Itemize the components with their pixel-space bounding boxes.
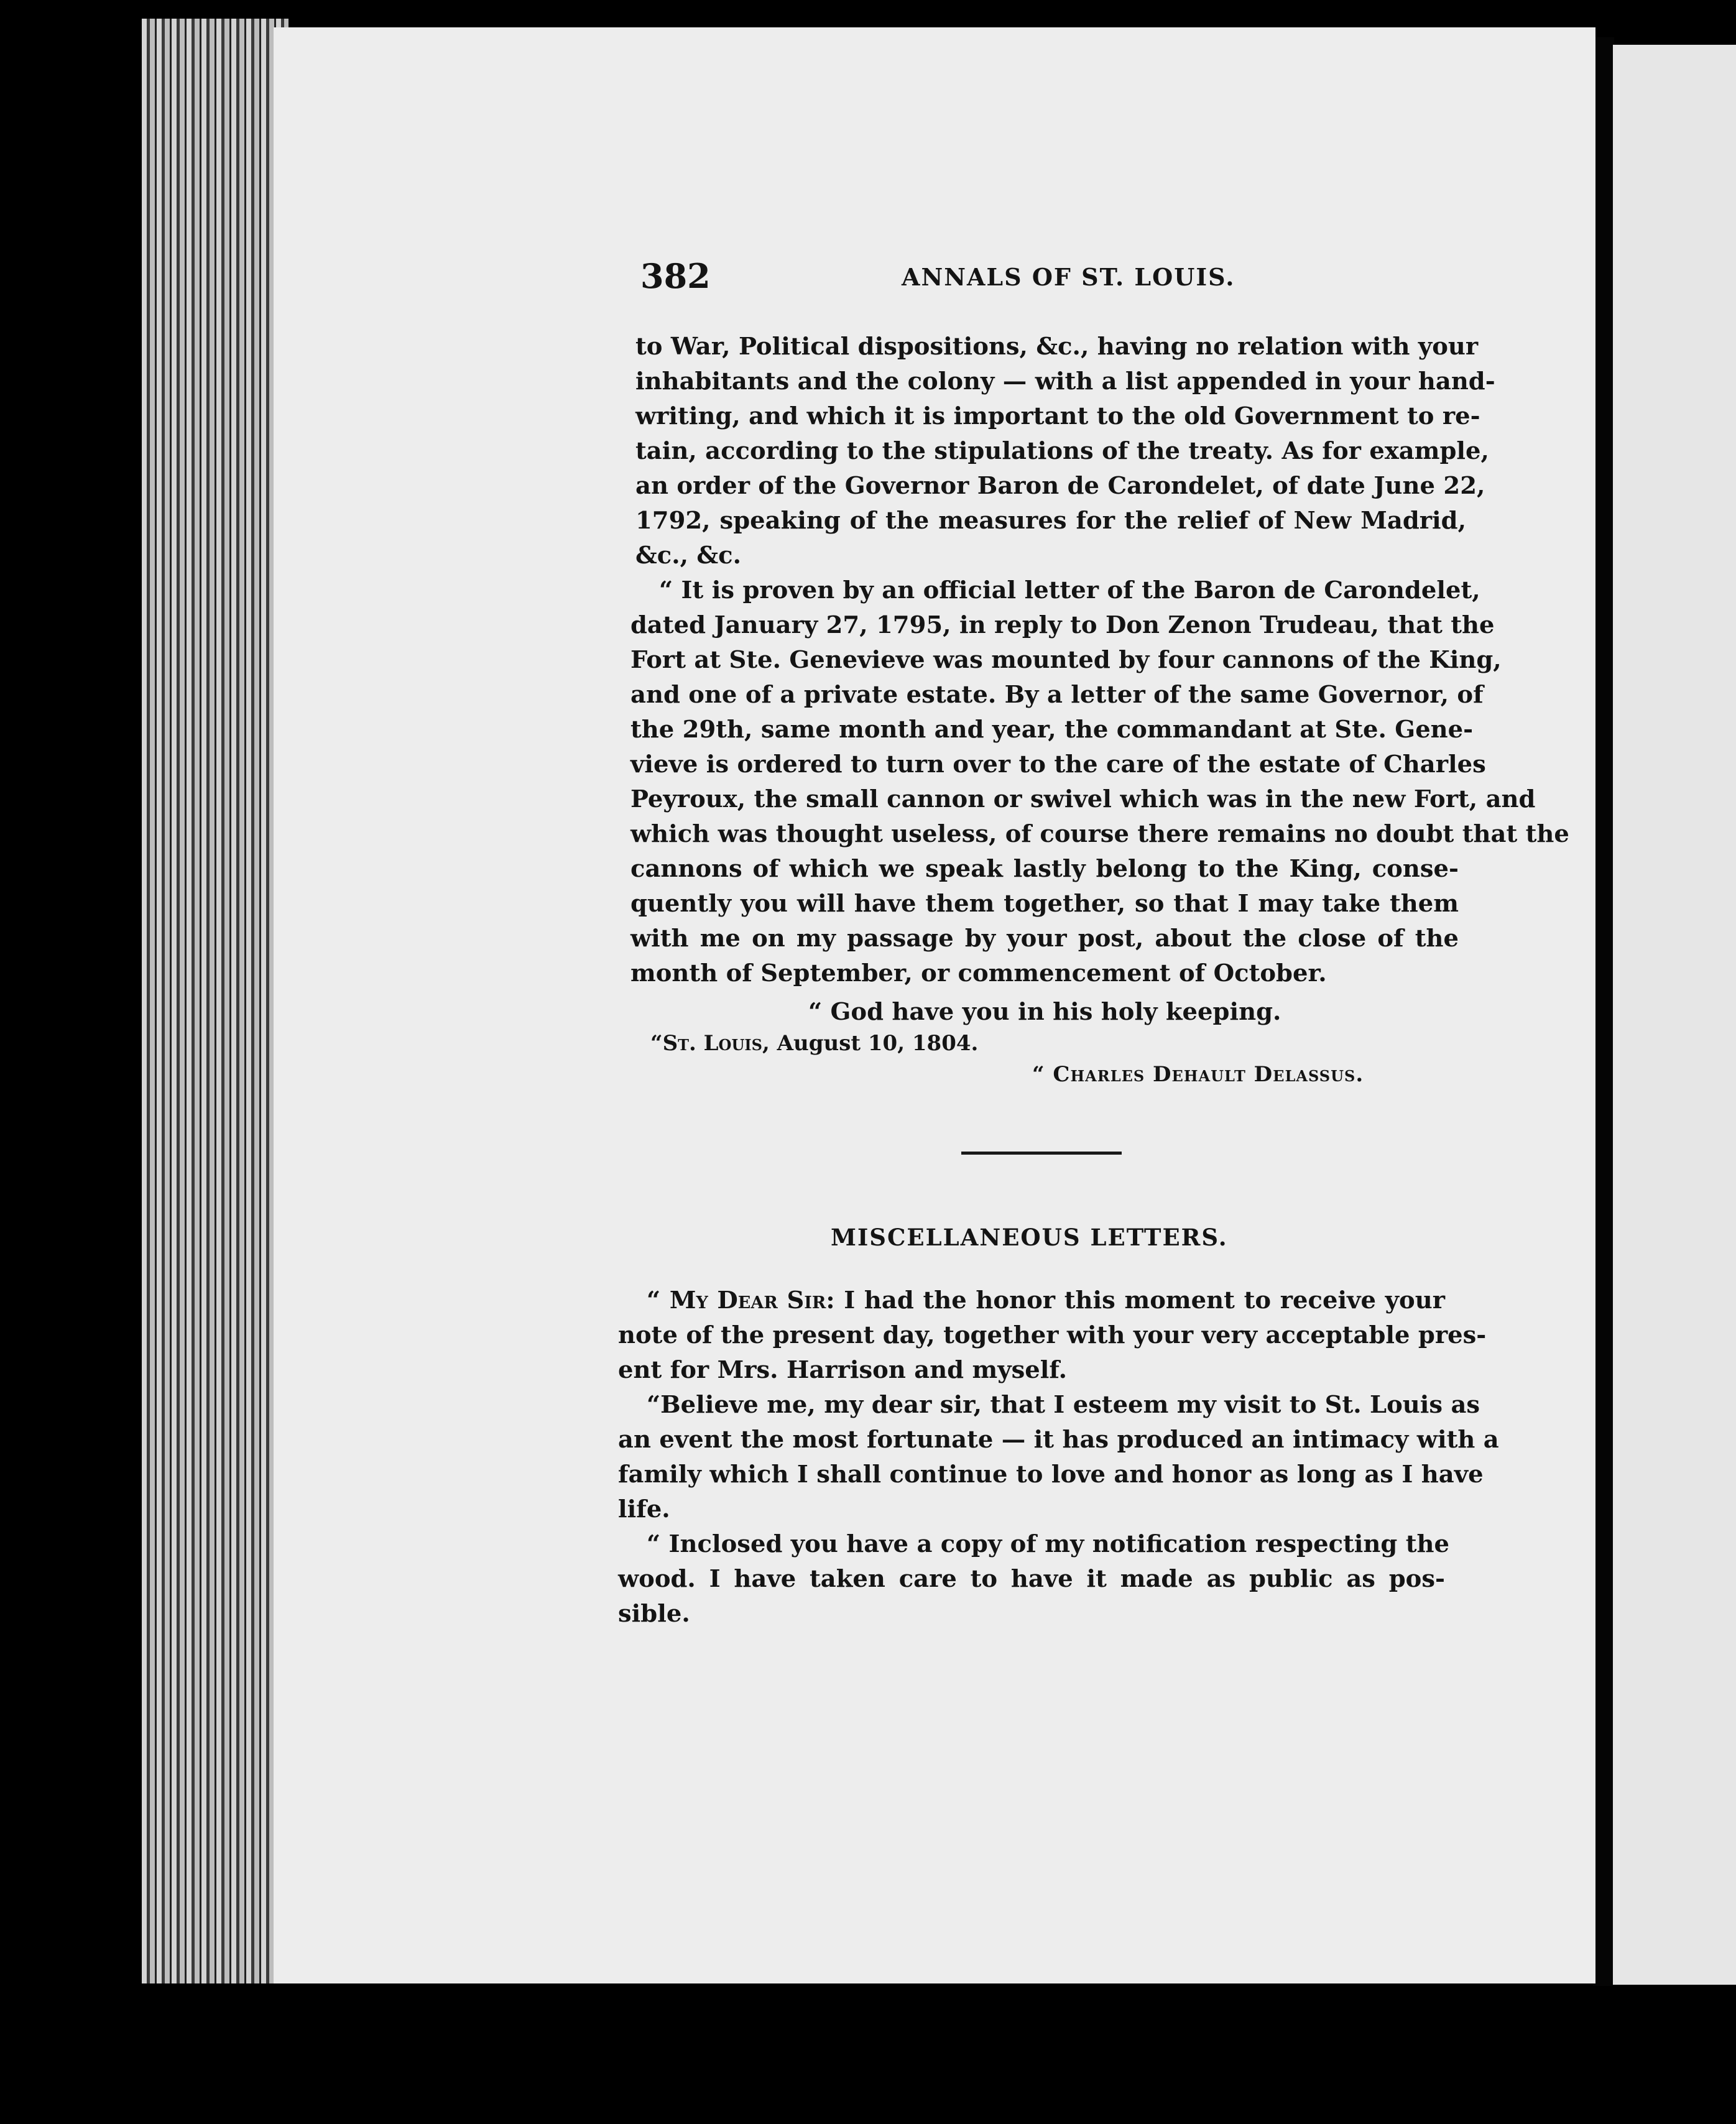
section-divider bbox=[961, 1152, 1122, 1155]
text-line: the 29th, same month and year, the commandant at Ste. Gene- bbox=[630, 716, 1474, 744]
dateline-quote: “ bbox=[650, 1031, 663, 1056]
text-line: and one of a private estate. By a letter of the same Governor, of bbox=[630, 681, 1484, 709]
letter-closing: “ God have you in his holy keeping. bbox=[808, 998, 1281, 1026]
text-line: inhabitants and the colony — with a list appended in your hand- bbox=[635, 367, 1495, 395]
running-head: ANNALS OF ST. LOUIS. bbox=[902, 263, 1235, 291]
text-line: Peyroux, the small cannon or swivel which was in the new Fort, and bbox=[630, 785, 1536, 813]
text-line: tain, according to the stipulations of the treaty. As for example, bbox=[635, 437, 1489, 465]
paragraph-cannons bbox=[630, 573, 1569, 991]
signature-name: Charles Dehault Delassus. bbox=[1053, 1062, 1364, 1087]
paragraph-continued bbox=[635, 330, 1495, 573]
page-header bbox=[640, 254, 1477, 298]
letter-dateline bbox=[650, 1027, 978, 1060]
text-line: with me on my passage by your post, about the close of the bbox=[630, 925, 1459, 953]
text-line: an event the most fortunate — it has produced an intimacy with a bbox=[618, 1426, 1499, 1454]
text-line: an order of the Governor Baron de Carondelet, of date June 22, bbox=[635, 472, 1485, 500]
text-line: life. bbox=[618, 1495, 670, 1523]
text-line: writing, and which it is important to the old Government to re- bbox=[635, 402, 1480, 430]
text-line: ent for Mrs. Harrison and myself. bbox=[618, 1356, 1068, 1384]
dateline-place: St. Louis bbox=[662, 1031, 762, 1056]
book-gutter bbox=[1593, 37, 1614, 1986]
text-line: 1792, speaking of the measures for the relief of New Madrid, bbox=[635, 507, 1466, 535]
text-line: cannons of which we speak lastly belong to the King, conse- bbox=[630, 855, 1459, 883]
text-line bbox=[618, 1283, 1445, 1318]
text-line: &c., &c. bbox=[635, 542, 742, 570]
text-line: which was thought useless, of course there remains no doubt that the bbox=[630, 820, 1569, 848]
section-title: MISCELLANEOUS LETTERS. bbox=[831, 1224, 1228, 1251]
salutation-rest: : I had the honor this moment to receive your bbox=[826, 1286, 1445, 1314]
text-line: wood. I have taken care to have it made as public as pos- bbox=[618, 1565, 1445, 1593]
book-page-edges bbox=[142, 19, 289, 1983]
text-line: month of September, or commencement of October. bbox=[630, 959, 1327, 987]
text-line: family which I shall continue to love and honor as long as I have bbox=[618, 1461, 1484, 1489]
signature-quote: “ bbox=[1032, 1062, 1053, 1087]
facing-page bbox=[1613, 45, 1736, 1985]
letter-body bbox=[618, 1283, 1499, 1632]
salutation: “ My Dear Sir bbox=[647, 1286, 826, 1314]
text-line: quently you will have them together, so that I may take them bbox=[630, 890, 1459, 918]
dateline-date: , August 10, 1804. bbox=[762, 1031, 979, 1056]
text-line: “ It is proven by an official letter of the Baron de Carondelet, bbox=[659, 576, 1480, 604]
text-line: note of the present day, together with your very acceptable pres- bbox=[618, 1321, 1487, 1349]
text-line: vieve is ordered to turn over to the care of the estate of Charles bbox=[630, 750, 1486, 778]
text-line: “ Inclosed you have a copy of my notification respecting the bbox=[647, 1530, 1450, 1558]
text-line: Fort at Ste. Genevieve was mounted by four cannons of the King, bbox=[630, 646, 1502, 674]
letter-signature bbox=[1032, 1058, 1364, 1091]
text-line: to War, Political dispositions, &c., having no relation with your bbox=[635, 333, 1479, 361]
text-line: dated January 27, 1795, in reply to Don Zenon Trudeau, that the bbox=[630, 611, 1495, 639]
page-number: 382 bbox=[640, 256, 711, 296]
text-line: sible. bbox=[618, 1600, 690, 1628]
text-line: “Believe me, my dear sir, that I esteem my visit to St. Louis as bbox=[647, 1391, 1480, 1419]
